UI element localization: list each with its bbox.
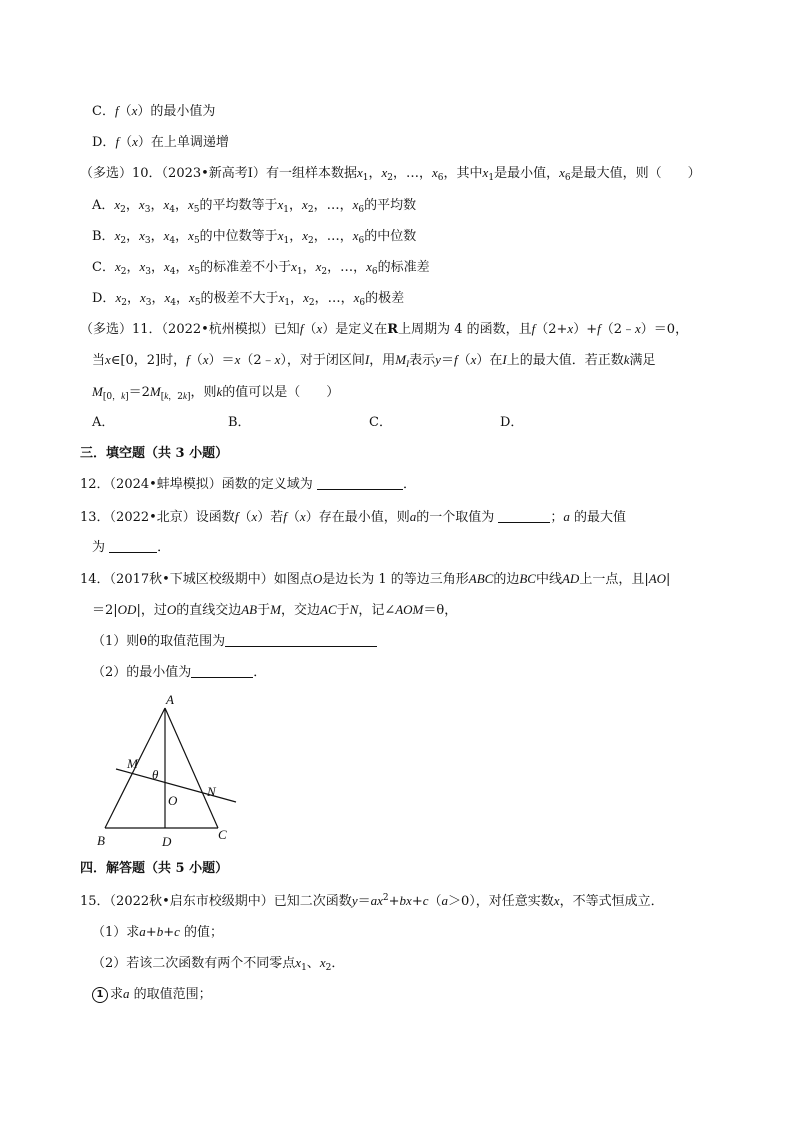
q10-option-b: B．$x_2$，$x_3$，$x_4$，$x_5$的中位数等于$x_1$，$x_2$，…，$x_6$的中位数 bbox=[92, 228, 417, 246]
option-text: 的最小值为 bbox=[150, 104, 216, 119]
stem-text: 在 bbox=[489, 353, 503, 368]
q9-option-d: D．f（x）在上单调递增 bbox=[92, 134, 229, 150]
stem-text: ． bbox=[331, 956, 345, 971]
option-label: D． bbox=[92, 291, 116, 306]
option-text: 的标准差不小于 bbox=[200, 260, 292, 275]
stem-text: （1）则θ的取值范围为 bbox=[92, 634, 226, 649]
q10-option-a: A．$x_2$，$x_3$，$x_4$，$x_5$的平均数等于$x_1$，$x_2$，…，$x_6$的平均数 bbox=[92, 197, 417, 215]
stem-text: 的直线交边 bbox=[176, 603, 242, 618]
q14-sub1 bbox=[92, 634, 377, 650]
circled-number: 1 bbox=[92, 987, 108, 1003]
option-label: C． bbox=[92, 104, 115, 119]
stem-text: ． bbox=[157, 540, 171, 555]
question-tag: 12．（2024•蚌埠模拟） bbox=[80, 477, 222, 492]
stem-text: ，用 bbox=[369, 353, 396, 368]
stem-text: ； bbox=[550, 510, 564, 525]
option-text: 在上单调递增 bbox=[150, 135, 229, 150]
answer-blank bbox=[225, 634, 377, 647]
option-text: 的中位数等于 bbox=[199, 229, 278, 244]
question-tag: 13．（2022•北京） bbox=[80, 510, 196, 525]
triangle-figure bbox=[90, 688, 250, 852]
stem-text: ＝2| bbox=[92, 603, 118, 618]
stem-text: 的取值范围； bbox=[133, 987, 212, 1002]
question-tag: 15．（2022秋•启东市校级期中） bbox=[80, 894, 274, 909]
q15-sub2-part1: 1 求a 的取值范围； bbox=[92, 986, 212, 1003]
stem-text: 有一组样本数据 bbox=[265, 166, 357, 181]
stem-text: 的值； bbox=[184, 925, 224, 940]
stem-text: 中线 bbox=[535, 572, 562, 587]
q12-stem bbox=[80, 477, 416, 493]
stem-text: 是定义在 bbox=[335, 322, 388, 337]
q9-option-c: C．f（x）的最小值为 bbox=[92, 103, 216, 119]
option-text: 的极差 bbox=[365, 291, 405, 306]
option-text: 的标准差 bbox=[377, 260, 430, 275]
stem-text: （ bbox=[428, 894, 442, 909]
q13-stem-line2 bbox=[92, 540, 170, 556]
option-label: D． bbox=[92, 135, 116, 150]
q14-stem-line2: ＝2|OD|，过O的直线交边AB于M，交边AC于N，记∠AOM＝θ， bbox=[92, 602, 458, 618]
section-heading-fill-in: 三．填空题（共 3 小题） bbox=[80, 446, 229, 461]
stem-text: 是最小值， bbox=[494, 166, 560, 181]
option-label: C． bbox=[92, 260, 115, 275]
stem-text: 为 bbox=[92, 540, 106, 555]
label-a: A bbox=[166, 692, 174, 707]
option-label: A． bbox=[92, 198, 115, 213]
label-b: B bbox=[97, 833, 105, 848]
stem-text: 表示 bbox=[409, 353, 436, 368]
question-tag: （多选）10．（2023•新高考Ⅰ） bbox=[80, 166, 266, 181]
stem-text: （2）的最小值为 bbox=[92, 665, 192, 680]
label-d: D bbox=[162, 834, 172, 849]
label-c: C bbox=[218, 827, 227, 842]
q11-stem-line1: （多选）11．（2022•杭州模拟）已知f（x）是定义在R上周期为 4 的函数，且f（2+x）+f（2﹣x）＝0， bbox=[80, 321, 689, 337]
stem-text: | bbox=[666, 572, 671, 587]
label-theta: θ bbox=[152, 767, 159, 782]
stem-text: 满足 bbox=[629, 353, 656, 368]
stem-text: 的一个取值为 bbox=[416, 510, 495, 525]
stem-text: 于 bbox=[257, 603, 271, 618]
stem-text: ，记∠ bbox=[358, 603, 396, 618]
stem-text: ，其中 bbox=[443, 166, 483, 181]
q15-sub1: （1）求a+b+c 的值； bbox=[92, 924, 224, 940]
stem-text: 已知 bbox=[273, 322, 300, 337]
q10-option-d: D．$x_2$，$x_3$，$x_4$，$x_5$的极差不大于$x_1$，$x_2$，…，$x_6$的极差 bbox=[92, 290, 405, 308]
stem-text: 上一点，且| bbox=[579, 572, 649, 587]
q11-stem-line2: 当x∈[0，2]时，f（x）＝x（2﹣x），对于闭区间I，用$M_I$表示y＝f（x）在I上的最大值．若正数k满足 bbox=[92, 352, 656, 369]
stem-text: 上的最大值．若正数 bbox=[506, 353, 624, 368]
option-label: B． bbox=[92, 229, 115, 244]
stem-text: 的最大值 bbox=[574, 510, 627, 525]
stem-text: 时， bbox=[160, 353, 187, 368]
stem-text: 已知二次函数 bbox=[273, 894, 352, 909]
option-text: 的中位数 bbox=[364, 229, 417, 244]
stem-text: |，过 bbox=[136, 603, 167, 618]
q15-stem: 15．（2022秋•启东市校级期中）已知二次函数$y=ax^2+bx+c(a>0)$，对任意实数x，不等式恒成立． bbox=[80, 893, 664, 909]
stem-text: ． bbox=[253, 665, 267, 680]
q11-option-a: A． bbox=[92, 415, 115, 430]
stem-text: 存在最小值，则 bbox=[318, 510, 410, 525]
stem-text: 是最大值，则（ ） bbox=[570, 166, 701, 181]
stem-text: 的边 bbox=[493, 572, 520, 587]
q10-stem: （多选）10．（2023•新高考Ⅰ）有一组样本数据$x_1$，$x_2$，…，$x_6$，其中$x_1$是最小值，$x_6$是最大值，则（ ） bbox=[80, 165, 701, 183]
q11-option-d: D． bbox=[500, 415, 524, 430]
option-text: 的平均数 bbox=[364, 198, 417, 213]
question-tag: （多选）11．（2022•杭州模拟） bbox=[80, 322, 274, 337]
q11-option-b: B． bbox=[228, 415, 251, 430]
option-text: 的平均数等于 bbox=[199, 198, 278, 213]
label-m: M bbox=[127, 756, 138, 771]
stem-text: （1）求 bbox=[92, 925, 140, 940]
q11-option-c: C． bbox=[369, 415, 392, 430]
stem-text: 函数的定义域为 bbox=[221, 477, 313, 492]
option-text: 的极差不大于 bbox=[200, 291, 279, 306]
q10-option-c: C．$x_2$，$x_3$，$x_4$，$x_5$的标准差不小于$x_1$，$x_2$，…，$x_6$的标准差 bbox=[92, 259, 430, 277]
side-ac bbox=[165, 708, 218, 828]
q14-stem-line1: 14．（2017秋•下城区校级期中）如图点O是边长为 1 的等边三角形ABC的边BC中线AD上一点，且|AO| bbox=[80, 571, 671, 587]
q11-stem-line3: $M_{[0,k]}=2M_{[k,2k]}$，则k的值可以是（ ） bbox=[92, 384, 340, 402]
stem-text: 的值可以是（ ） bbox=[222, 385, 340, 400]
q13-stem-line1: 13．（2022•北京）设函数f（x）若f（x）存在最小值，则a的一个取值为 ；a 的最大值 bbox=[80, 509, 627, 525]
stem-text: ＞0），对任意实数 bbox=[448, 894, 554, 909]
stem-text: 、 bbox=[306, 956, 320, 971]
stem-text: （2）若该二次函数有两个不同零点 bbox=[92, 956, 296, 971]
stem-text: 当 bbox=[92, 353, 106, 368]
stem-text: ，对于闭区间 bbox=[286, 353, 365, 368]
question-tag: 14．（2017秋•下城区校级期中） bbox=[80, 572, 274, 587]
stem-text: 如图点 bbox=[273, 572, 313, 587]
stem-text: 设函数 bbox=[195, 510, 235, 525]
stem-text: ，交边 bbox=[280, 603, 320, 618]
answer-blank bbox=[317, 477, 403, 490]
stem-text: ，则 bbox=[190, 385, 217, 400]
q15-sub2: （2）若该二次函数有两个不同零点$x_1$、$x_2$． bbox=[92, 955, 345, 973]
stem-text: ，不等式恒成立． bbox=[559, 894, 664, 909]
stem-text: 是边长为 1 的等边三角形 bbox=[322, 572, 469, 587]
stem-text: 上周期为 4 的函数，且 bbox=[398, 322, 532, 337]
stem-text: 于 bbox=[336, 603, 350, 618]
label-o: O bbox=[168, 793, 178, 808]
section-heading-solutions: 四．解答题（共 5 小题） bbox=[80, 861, 229, 876]
answer-blank bbox=[498, 510, 550, 523]
answer-blank bbox=[109, 540, 157, 553]
stem-text: 若 bbox=[270, 510, 284, 525]
answer-blank bbox=[191, 665, 253, 678]
label-n: N bbox=[207, 784, 216, 799]
stem-text: ． bbox=[402, 477, 416, 492]
stem-text: 求 bbox=[110, 987, 124, 1002]
stem-text: ＝θ， bbox=[423, 603, 458, 618]
q14-sub2 bbox=[92, 665, 266, 681]
